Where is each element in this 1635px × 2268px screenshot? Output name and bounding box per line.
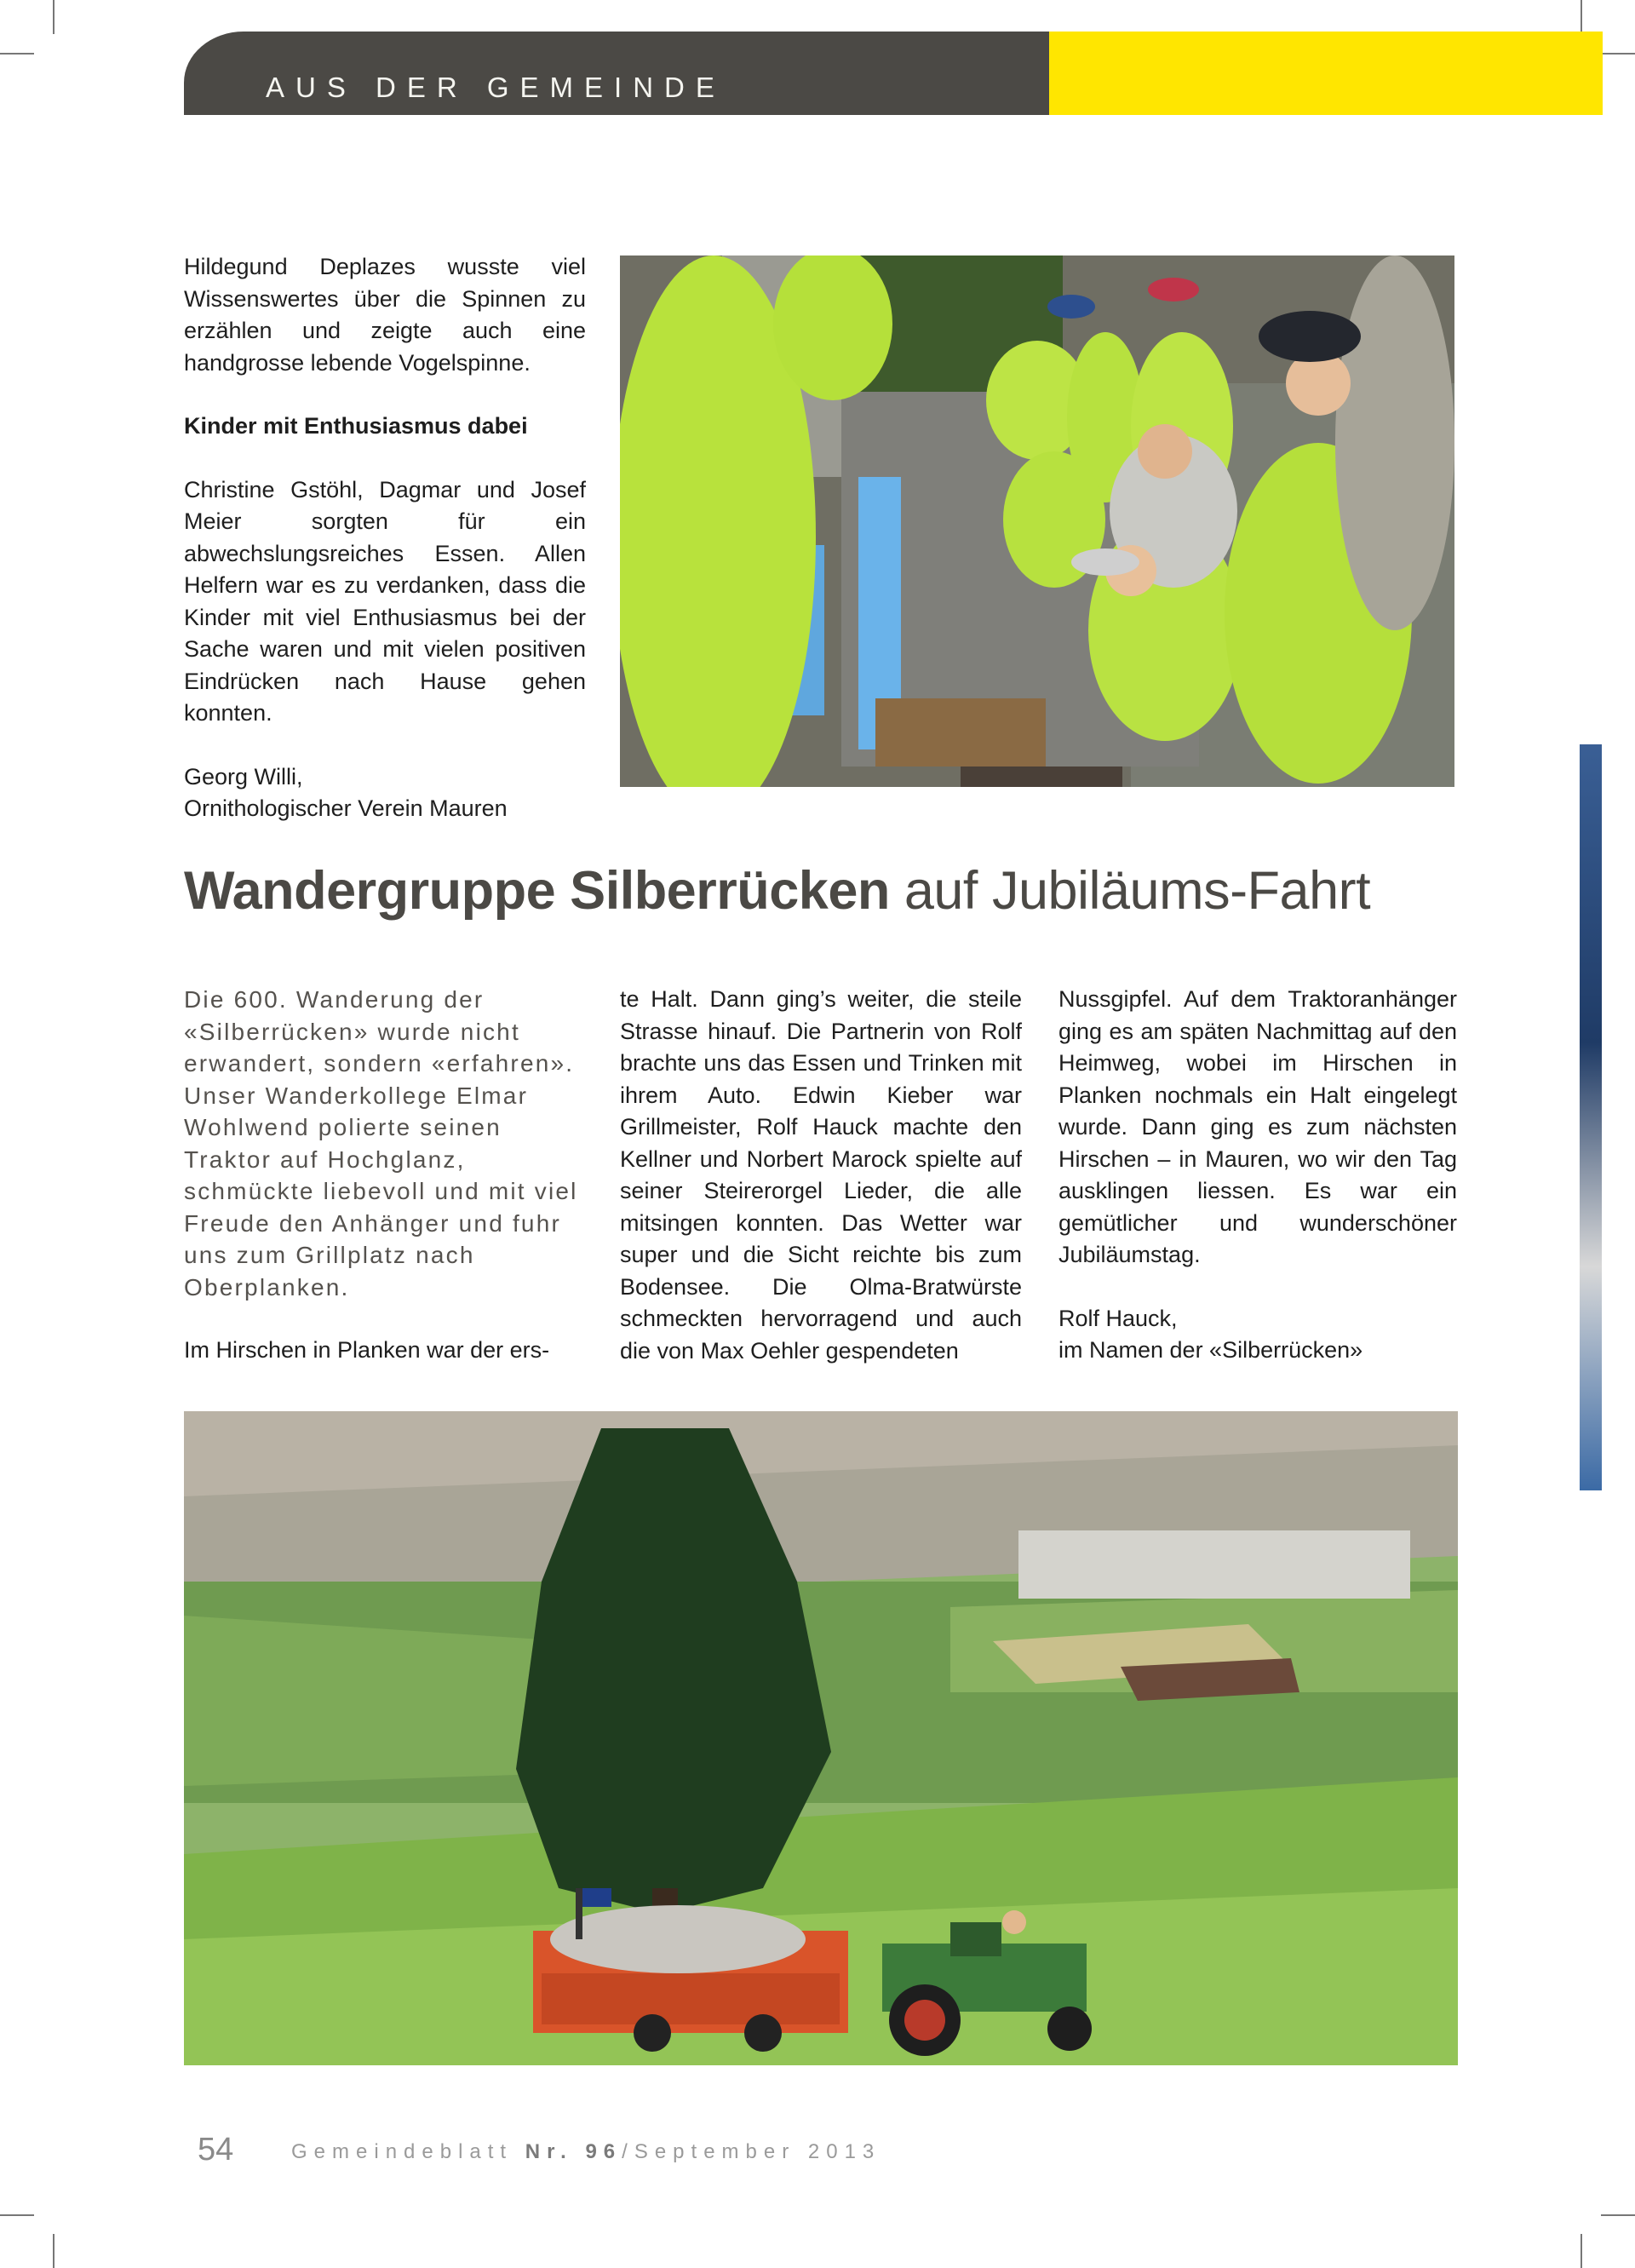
article2-paragraph: Nussgipfel. Auf dem Traktoranhänger ging es am späten Nachmittag auf den Heimweg, wobei im Hirschen in Planken nochmals ein Halt eingelegt wurde. Dann ging es zum nächsten Hirschen – in Mauren, wo wir den Tag ausklingen liessen. Es war ein gemütlicher und wunderschöner Jubiläumstag. [1058,986,1457,1267]
kids-workshop-photo-illustration [620,256,1454,787]
headline-bold: Wandergruppe Silberrücken [184,861,890,921]
article2-column-1 [184,984,586,1367]
signature-organization: im Namen der «Silberrücken» [1058,1337,1363,1363]
signature-name: Rolf Hauck, [1058,1305,1178,1331]
crop-mark [53,0,54,34]
header-accent-bar [1049,32,1603,115]
author-organization: Ornithologischer Verein Mauren [184,795,508,821]
crop-mark [1601,53,1635,55]
page-number: 54 [198,2132,234,2168]
crop-mark [1580,0,1582,34]
article1-paragraph: Christine Gstöhl, Dagmar und Josef Meier sorgten für ein abwechslungsreiches Essen. Allen Helfern war es zu verdanken, dass die Kinder mit viel Enthusiasmus bei der Sache waren und mit vielen positiven Eindrücken nach Hause gehen konnten. [184,476,586,726]
article2-lead: Die 600. Wanderung der «Silberrücken» wurde nicht erwandert, sondern «erfahren». Unser Wanderkollege Elmar Wohlwend polierte seinen Traktor auf Hochglanz, schmückte liebevoll und mit viel Freude den Anhänger und fuhr uns zum Grillplatz nach Oberplanken. [184,986,578,1301]
crop-mark [1601,2214,1635,2216]
crop-mark [1580,2234,1582,2268]
article2-column-3 [1058,984,1457,1367]
issue-date: /September 2013 [622,2140,881,2163]
article2-headline [184,860,1461,922]
publication-name: Gemeindeblatt [291,2140,513,2163]
headline-light: auf Jubiläums-Fahrt [904,861,1371,921]
tractor-trip-photo [184,1411,1458,2065]
crop-mark [53,2234,54,2268]
kids-workshop-photo [620,256,1454,787]
article1-paragraph: Hildegund Deplazes wusste viel Wissenswertes über die Spinnen zu erzählen und zeigte auch eine handgrosse lebende Vogelspinne. [184,254,586,376]
article2-paragraph: Im Hirschen in Planken war der ers- [184,1337,550,1363]
adjacent-page-strip [1580,744,1602,1490]
author-name: Georg Willi, [184,763,303,789]
crop-mark [0,53,34,55]
article1-column [184,251,586,825]
section-title: AUS DER GEMEINDE [266,72,726,103]
crop-mark [0,2214,34,2216]
issue-label: Nr. 96 [525,2140,622,2163]
article2-column-2 [620,984,1022,1367]
tractor-trip-photo-illustration [184,1411,1458,2065]
footer-publication [291,2140,881,2164]
article2-paragraph: te Halt. Dann ging’s weiter, die steile Strasse hinauf. Die Partnerin von Rolf brachte uns das Essen und Trinken mit ihrem Auto. Edwin Kieber war Grillmeister, Rolf Hauck machte den Kellner und Norbert Marock spielte auf seiner Steirerorgel Lieder, die alle mitsingen konnten. Das Wetter war super und die Sicht reichte bis zum Bodensee. Die Olma-Bratwürste schmeckten hervorragend und auch die von Max Oehler gespendeten [620,986,1022,1364]
article1-subheading: Kinder mit Enthusiasmus dabei [184,413,528,439]
